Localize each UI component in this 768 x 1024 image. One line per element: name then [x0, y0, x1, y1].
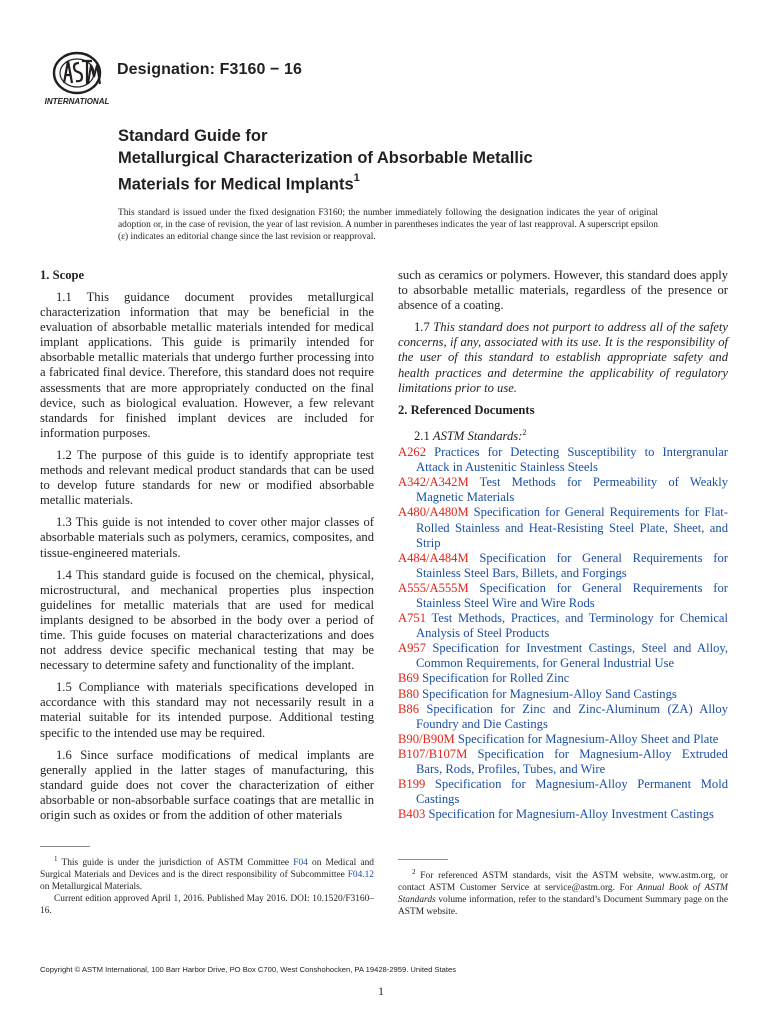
astm-standards-number: 2.1: [414, 428, 430, 443]
committee-f04-link[interactable]: F04: [293, 858, 308, 869]
page-number: 1: [378, 984, 384, 998]
title-line-1: Standard Guide for: [118, 127, 268, 145]
scope-heading: 1. Scope: [40, 268, 85, 282]
reference-item: [398, 807, 728, 822]
reference-item: [398, 505, 728, 550]
para-1-7-text: This standard does not purport to address all of the safety concerns, if any, associated with its use. It is the responsibility of the user of this standard to establish appropriate safety and health practices and determine the applicability of regulatory limitations prior to use.: [398, 320, 728, 395]
right-column: [398, 268, 728, 822]
reference-code-link[interactable]: B107/B107M: [398, 746, 468, 761]
footnote-1-text-c: on Metallurgical Materials.: [40, 882, 143, 893]
reference-item: [398, 732, 728, 747]
copyright-line: Copyright © ASTM International, 100 Barr Harbor Drive, PO Box C700, West Conshohocken, PA 19428-2959. United States: [40, 965, 457, 974]
footnote-1-text-b: on Medical and Surgical Materials and Devices and is the direct responsibility of Subcommittee: [40, 858, 374, 881]
title-line-3-text: Materials for Medical Implants: [118, 175, 354, 194]
reference-item: [398, 687, 728, 702]
reference-item: [398, 581, 728, 611]
reference-item: [398, 747, 728, 777]
astm-standards-text: ASTM Standards:: [432, 428, 523, 443]
reference-code-link[interactable]: B86: [398, 701, 419, 716]
reference-title-link[interactable]: Specification for General Requirements for Stainless Steel Bars, Billets, and Forgings: [416, 550, 728, 580]
reference-title-link[interactable]: Specification for Magnesium-Alloy Investment Castings: [428, 807, 714, 822]
referenced-documents-heading: 2. Referenced Documents: [398, 402, 535, 417]
left-column: [40, 268, 374, 830]
para-1-4: 1.4 This standard guide is focused on the chemical, physical, microstructural, and mechanical properties plus inspection guidelines for metallic materials that are used for medical implants designed to be absorbed in the body over a period of time. This guide focuses on material characterizations and does not address device specific mechanical testing that may be necessary to determine safety and functionality of the implant.: [40, 567, 374, 673]
footnote-1-para-2: Current edition approved April 1, 2016. Published May 2016. DOI: 10.1520/F3160–16.: [40, 894, 374, 917]
reference-item: [398, 671, 728, 686]
footnote-rule-left: [40, 846, 90, 847]
reference-item: [398, 475, 728, 505]
reference-title-link[interactable]: Test Methods, Practices, and Terminology for Chemical Analysis of Steel Products: [416, 611, 728, 641]
reference-code-link[interactable]: B90/B90M: [398, 731, 455, 746]
reference-title-link[interactable]: Specification for Zinc and Zinc-Aluminum (ZA) Alloy Foundry and Die Castings: [416, 701, 728, 731]
astm-logo-icon: [44, 49, 110, 107]
reference-item: [398, 641, 728, 671]
para-1-7: [398, 320, 728, 395]
para-1-2: 1.2 The purpose of this guide is to identify appropriate test methods and relevant medical product standards that can be used to develop future standards for new or modified absorbable metallic materials.: [40, 447, 374, 508]
reference-title-link[interactable]: Specification for Magnesium-Alloy Extruded Bars, Rods, Profiles, Tubes, and Wire: [416, 746, 728, 776]
footnote-1-text-a: This guide is under the jurisdiction of ASTM Committee: [61, 858, 290, 869]
footnote-2-mark: 2: [412, 868, 416, 876]
footnote-1: [40, 853, 374, 917]
footnote-2-para: [398, 866, 728, 918]
reference-code-link[interactable]: A555/A555M: [398, 580, 469, 595]
reference-code-link[interactable]: A957: [398, 641, 426, 656]
para-1-5: 1.5 Compliance with materials specifications developed in accordance with this standard may not necessarily result in a material suitable for its intended purpose. Additional testing specific to the intended use may be required.: [40, 680, 374, 740]
title-line-3: [118, 169, 533, 196]
reference-code-link[interactable]: B69: [398, 671, 419, 686]
title-line-2: Metallurgical Characterization of Absorbable Metallic: [118, 149, 533, 167]
footnote-rule-right: [398, 859, 448, 860]
designation: Designation: F3160 − 16: [117, 61, 303, 78]
reference-code-link[interactable]: B199: [398, 777, 426, 792]
para-1-6: 1.6 Since surface modifications of medical implants are generally applied in the latter stages of manufacturing, this standard guide does not cover the characterization of either absorbable or non-absorbable surface coatings that are metallic in origin such as oxides or from the addition of other materials: [40, 747, 374, 822]
reference-item: [398, 551, 728, 581]
reference-code-link[interactable]: A484/A484M: [398, 550, 469, 565]
footnote-2-annual-book: Annual Book of ASTM Standards: [398, 883, 728, 906]
subcommittee-f04-12-link[interactable]: F04.12: [347, 870, 374, 881]
para-1-3: 1.3 This guide is not intended to cover other major classes of absorbable materials such as polymers, ceramics, composites, and tissue-engineered materials.: [40, 515, 374, 560]
astm-standards-label: [398, 425, 728, 444]
issued-note: This standard is issued under the fixed designation F3160; the number immediately following the designation indicates the year of original adoption or, in the case of revision, the year of last revision. A number in parentheses indicates the year of last reapproval. A superscript epsilon (ε) indicates an editorial change since the last revision or reapproval.: [118, 208, 658, 242]
astm-logo: [44, 49, 110, 107]
reference-title-link[interactable]: Specification for Investment Castings, Steel and Alloy, Common Requirements, for General Industrial Use: [416, 641, 728, 671]
reference-title-link[interactable]: Test Methods for Permeability of Weakly Magnetic Materials: [416, 475, 729, 505]
footnote-2-text-b: volume information, refer to the standard’s Document Summary page on the ASTM website.: [398, 895, 728, 918]
reference-title-link[interactable]: Specification for Rolled Zinc: [422, 671, 570, 686]
document-title: [118, 125, 533, 196]
reference-item: [398, 611, 728, 641]
reference-code-link[interactable]: B80: [398, 686, 419, 701]
footnote-2-text-a: For referenced ASTM standards, visit the ASTM website, www.astm.org, or contact ASTM Customer Service at service@astm.org. For: [398, 871, 728, 894]
reference-item: [398, 445, 728, 475]
reference-list: [398, 445, 728, 822]
reference-code-link[interactable]: B403: [398, 807, 426, 822]
reference-code-link[interactable]: A480/A480M: [398, 505, 469, 520]
footnote-1-mark: 1: [54, 855, 58, 863]
reference-code-link[interactable]: A342/A342M: [398, 475, 469, 490]
para-1-7-number: 1.7: [414, 320, 430, 335]
reference-title-link[interactable]: Specification for Magnesium-Alloy Sheet and Plate: [457, 731, 719, 746]
reference-code-link[interactable]: A262: [398, 445, 426, 460]
para-1-1: 1.1 This guidance document provides metallurgical characterization information that may be beneficial in the evaluation of absorbable metallic materials intended for medical implant applications. This guide is primarily intended for absorbable metallic materials that undergo further processing into a fabricated final device. Therefore, this standard does not require assessments that are more appropriately conducted on the final device, such as biological evaluation. However, a few relevant standards for finished implant devices are included for information purposes.: [40, 290, 374, 440]
footnote-2: [398, 866, 728, 918]
title-footnote-mark: 1: [353, 172, 360, 184]
reference-title-link[interactable]: Practices for Detecting Susceptibility to Intergranular Attack in Austenitic Stainless Steels: [416, 445, 728, 475]
logo-text: INTERNATIONAL: [44, 97, 110, 106]
para-1-6-continued: such as ceramics or polymers. However, this standard does apply to absorbable metallic materials, regardless of the presence or absence of a coating.: [398, 268, 728, 313]
footnote-1-para-1: [40, 853, 374, 893]
reference-item: [398, 702, 728, 732]
reference-item: [398, 777, 728, 807]
reference-title-link[interactable]: Specification for General Requirements for Stainless Steel Wire and Wire Rods: [416, 580, 728, 610]
reference-title-link[interactable]: Specification for Magnesium-Alloy Permanent Mold Castings: [416, 777, 728, 807]
reference-code-link[interactable]: A751: [398, 611, 426, 626]
astm-standards-footnote-mark: 2: [522, 427, 527, 437]
reference-title-link[interactable]: Specification for General Requirements for Flat-Rolled Stainless and Heat-Resisting Steel Plate, Sheet, and Strip: [416, 505, 728, 550]
reference-title-link[interactable]: Specification for Magnesium-Alloy Sand Castings: [422, 686, 677, 701]
